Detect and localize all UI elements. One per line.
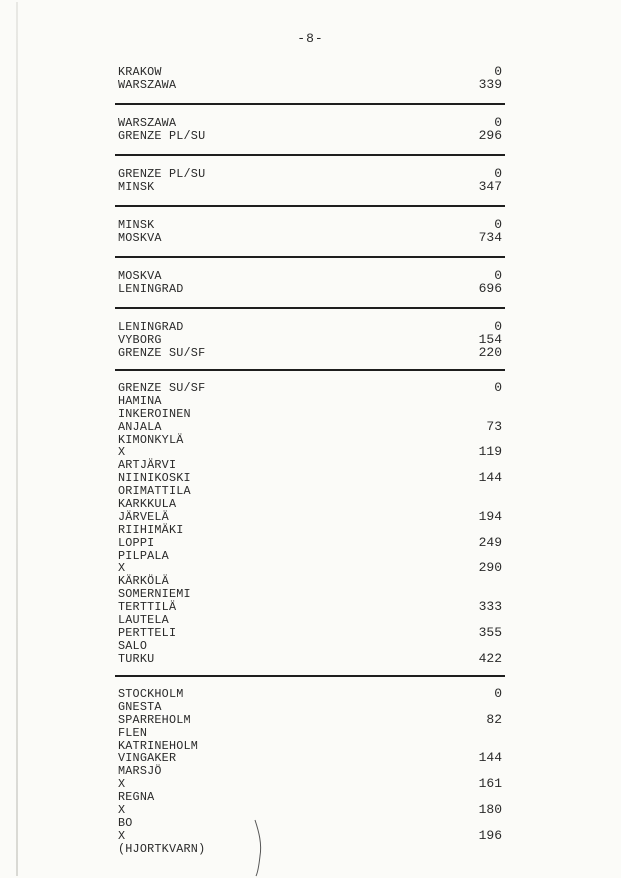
km-value: 0 bbox=[494, 380, 502, 395]
station-name: VINGAKER bbox=[118, 751, 177, 766]
station-name: ARTJÄRVI bbox=[118, 458, 177, 473]
route-row bbox=[118, 117, 504, 130]
route-row bbox=[118, 752, 504, 765]
route-row bbox=[118, 688, 504, 701]
station-name: GNESTA bbox=[118, 699, 162, 714]
km-value: 296 bbox=[478, 127, 502, 143]
route-section-krakow-warszawa bbox=[118, 66, 504, 92]
route-row bbox=[118, 550, 504, 563]
km-value: 0 bbox=[494, 166, 502, 181]
route-row bbox=[118, 508, 504, 524]
km-value: 119 bbox=[478, 444, 502, 460]
station-name: KRAKOW bbox=[118, 65, 162, 79]
route-row bbox=[118, 791, 504, 804]
section-divider bbox=[115, 103, 505, 105]
station-name: REGNA bbox=[118, 790, 155, 805]
station-name: FLEN bbox=[118, 725, 148, 740]
station-name: LENINGRAD bbox=[118, 320, 184, 334]
route-row bbox=[118, 434, 504, 447]
km-value: 0 bbox=[494, 115, 502, 130]
route-row bbox=[118, 650, 504, 666]
pen-stroke-mark bbox=[252, 818, 266, 878]
km-value: 422 bbox=[478, 650, 502, 666]
route-row bbox=[118, 711, 504, 727]
km-value: 696 bbox=[478, 280, 502, 296]
km-value: 194 bbox=[478, 508, 502, 524]
km-value: 154 bbox=[478, 331, 502, 347]
km-value: 180 bbox=[478, 802, 502, 818]
route-row bbox=[118, 562, 504, 575]
section-divider bbox=[115, 154, 505, 156]
route-row bbox=[118, 498, 504, 511]
route-section-moskva-leningrad bbox=[118, 270, 504, 296]
route-section-minsk-moskva bbox=[118, 219, 504, 245]
km-value: 0 bbox=[494, 217, 502, 232]
station-name: ORIMATTILA bbox=[118, 484, 191, 499]
km-value: 0 bbox=[494, 64, 502, 79]
station-name: BO bbox=[118, 815, 133, 830]
station-name: INKEROINEN bbox=[118, 406, 191, 421]
station-name: MOSKVA bbox=[118, 230, 162, 245]
station-name: X bbox=[118, 777, 126, 792]
route-section-warszawa-grenze bbox=[118, 117, 504, 143]
station-name: KATRINEHOLM bbox=[118, 738, 199, 753]
station-name: SPARREHOLM bbox=[118, 712, 191, 727]
km-value: 290 bbox=[478, 560, 502, 576]
route-row bbox=[118, 804, 504, 817]
route-row bbox=[118, 331, 504, 347]
station-name: HAMINA bbox=[118, 393, 162, 408]
section-divider bbox=[115, 675, 505, 677]
km-value: 196 bbox=[478, 827, 502, 843]
station-name: TURKU bbox=[118, 651, 155, 666]
km-value: 249 bbox=[478, 534, 502, 550]
route-row bbox=[118, 601, 504, 614]
route-row bbox=[118, 614, 504, 627]
station-name: LENINGRAD bbox=[118, 281, 184, 296]
route-row bbox=[118, 66, 504, 79]
km-value: 220 bbox=[478, 344, 502, 360]
km-value: 734 bbox=[478, 229, 502, 245]
section-divider bbox=[115, 256, 505, 258]
station-name: (HJORTKVARN) bbox=[118, 841, 206, 856]
station-name: VYBORG bbox=[118, 332, 162, 347]
km-value: 82 bbox=[486, 711, 502, 727]
km-value: 161 bbox=[478, 776, 502, 792]
km-value: 355 bbox=[478, 624, 502, 640]
route-row bbox=[118, 843, 504, 856]
route-row bbox=[118, 418, 504, 434]
station-name: KIMONKYLÄ bbox=[118, 432, 184, 447]
route-row bbox=[118, 778, 504, 791]
route-section-leningrad-grenze bbox=[118, 321, 504, 360]
page-number: -8- bbox=[297, 31, 324, 46]
station-name: GRENZE SU/SF bbox=[118, 345, 206, 360]
km-value: 73 bbox=[486, 418, 502, 434]
route-section-stockholm-hjortkvarn bbox=[118, 688, 504, 856]
route-row bbox=[118, 395, 504, 408]
route-row bbox=[118, 534, 504, 550]
route-row bbox=[118, 280, 504, 296]
route-row bbox=[118, 178, 504, 194]
route-row bbox=[118, 817, 504, 830]
km-value: 144 bbox=[478, 750, 502, 766]
route-section-grenze-minsk bbox=[118, 168, 504, 194]
station-name: WARSZAWA bbox=[118, 77, 177, 92]
station-name: LOPPI bbox=[118, 535, 155, 550]
km-value: 339 bbox=[478, 76, 502, 92]
route-row bbox=[118, 270, 504, 283]
route-row bbox=[118, 219, 504, 232]
station-name: LAUTELA bbox=[118, 613, 169, 628]
route-row bbox=[118, 640, 504, 653]
route-row bbox=[118, 765, 504, 778]
station-name: JÄRVELÄ bbox=[118, 509, 169, 524]
route-row bbox=[118, 344, 504, 360]
route-section-grenze-turku bbox=[118, 382, 504, 666]
station-name: WARSZAWA bbox=[118, 116, 177, 130]
route-row bbox=[118, 127, 504, 143]
section-divider bbox=[115, 205, 505, 207]
section-divider bbox=[115, 307, 505, 309]
route-row bbox=[118, 727, 504, 740]
route-row bbox=[118, 701, 504, 714]
km-value: 0 bbox=[494, 268, 502, 283]
station-name: GRENZE SU/SF bbox=[118, 381, 206, 395]
station-name: MINSK bbox=[118, 179, 155, 194]
station-name: PILPALA bbox=[118, 548, 169, 563]
station-name: X bbox=[118, 803, 126, 818]
km-value: 0 bbox=[494, 686, 502, 701]
station-name: PERTTELI bbox=[118, 625, 177, 640]
station-name: X bbox=[118, 828, 126, 843]
route-row bbox=[118, 168, 504, 181]
station-name: GRENZE PL/SU bbox=[118, 128, 206, 143]
km-value: 144 bbox=[478, 470, 502, 486]
station-name: X bbox=[118, 561, 126, 576]
station-name: ANJALA bbox=[118, 419, 162, 434]
station-name: NIINIKOSKI bbox=[118, 471, 191, 486]
station-name: KÄRKÖLÄ bbox=[118, 574, 169, 589]
station-name: SOMERNIEMI bbox=[118, 587, 191, 602]
route-row bbox=[118, 524, 504, 537]
route-row bbox=[118, 76, 504, 92]
km-value: 0 bbox=[494, 319, 502, 334]
route-row bbox=[118, 408, 504, 421]
page-edge-shadow bbox=[16, 2, 18, 876]
km-value: 333 bbox=[478, 599, 502, 615]
station-name: RIIHIMÄKI bbox=[118, 522, 184, 537]
station-name: TERTTILÄ bbox=[118, 600, 177, 615]
route-row bbox=[118, 321, 504, 334]
route-row bbox=[118, 624, 504, 640]
route-row bbox=[118, 229, 504, 245]
station-name: MOSKVA bbox=[118, 269, 162, 283]
km-value: 347 bbox=[478, 178, 502, 194]
route-row bbox=[118, 382, 504, 395]
station-name: MARSJÖ bbox=[118, 764, 162, 779]
station-name: MINSK bbox=[118, 218, 155, 232]
station-name: SALO bbox=[118, 638, 148, 653]
station-name: KARKKULA bbox=[118, 497, 177, 512]
station-name: X bbox=[118, 445, 126, 460]
route-row bbox=[118, 827, 504, 843]
station-name: GRENZE PL/SU bbox=[118, 167, 206, 181]
station-name: STOCKHOLM bbox=[118, 687, 184, 701]
section-divider bbox=[115, 369, 505, 371]
